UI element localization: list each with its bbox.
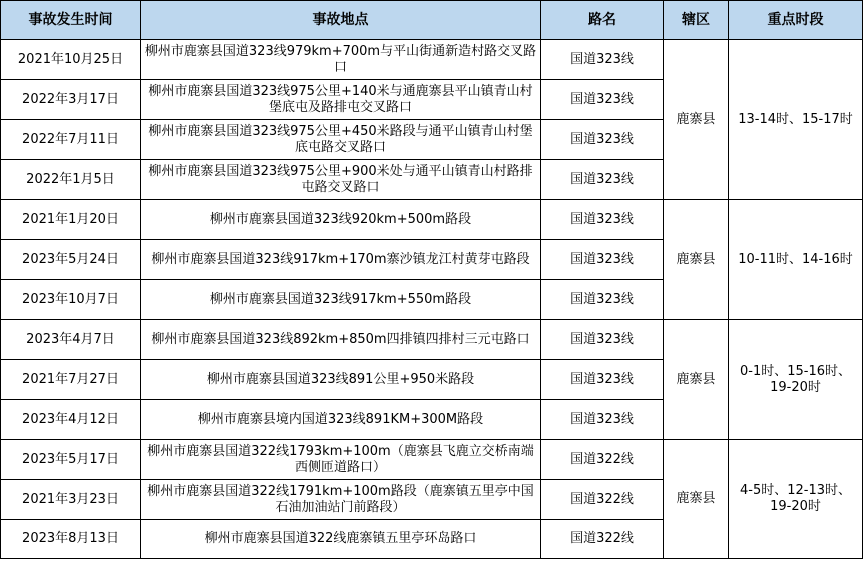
location-cell: 柳州市鹿寨县国道322线1793km+100m（鹿寨县飞鹿立交桥南端西侧匝道路口） xyxy=(141,440,541,480)
table-row xyxy=(1,320,863,360)
road-cell: 国道323线 xyxy=(541,240,664,280)
location-cell: 柳州市鹿寨县国道323线892km+850m四排镇四排村三元屯路口 xyxy=(141,320,541,360)
date-cell: 2023年4月7日 xyxy=(1,320,141,360)
road-cell: 国道323线 xyxy=(541,400,664,440)
location-cell: 柳州市鹿寨县境内国道323线891KM+300M路段 xyxy=(141,400,541,440)
district-cell: 鹿寨县 xyxy=(664,40,729,200)
location-cell: 柳州市鹿寨县国道323线920km+500m路段 xyxy=(141,200,541,240)
peak-cell: 13-14时、15-17时 xyxy=(729,40,863,200)
table-row xyxy=(1,200,863,240)
date-cell: 2022年1月5日 xyxy=(1,160,141,200)
location-cell: 柳州市鹿寨县国道323线975公里+450米路段与通平山镇青山村堡底屯路交叉路口 xyxy=(141,120,541,160)
date-cell: 2023年5月24日 xyxy=(1,240,141,280)
location-cell: 柳州市鹿寨县国道323线975公里+140米与通鹿寨县平山镇青山村堡底屯及路排屯交叉路口 xyxy=(141,80,541,120)
date-cell: 2023年8月13日 xyxy=(1,520,141,559)
location-cell: 柳州市鹿寨县国道322线1791km+100m路段（鹿寨镇五里亭中国石油加油站门前路段） xyxy=(141,480,541,520)
date-cell: 2021年3月23日 xyxy=(1,480,141,520)
date-cell: 2023年5月17日 xyxy=(1,440,141,480)
peak-cell: 4-5时、12-13时、19-20时 xyxy=(729,440,863,559)
header-district: 辖区 xyxy=(664,1,729,40)
road-cell: 国道322线 xyxy=(541,480,664,520)
location-cell: 柳州市鹿寨县国道322线鹿寨镇五里亭环岛路口 xyxy=(141,520,541,559)
date-cell: 2022年7月11日 xyxy=(1,120,141,160)
location-cell: 柳州市鹿寨县国道323线917km+170m寨沙镇龙江村黄芽屯路段 xyxy=(141,240,541,280)
date-cell: 2022年3月17日 xyxy=(1,80,141,120)
road-cell: 国道323线 xyxy=(541,200,664,240)
road-cell: 国道323线 xyxy=(541,280,664,320)
road-cell: 国道322线 xyxy=(541,440,664,480)
location-cell: 柳州市鹿寨县国道323线891公里+950米路段 xyxy=(141,360,541,400)
date-cell: 2023年4月12日 xyxy=(1,400,141,440)
road-cell: 国道323线 xyxy=(541,320,664,360)
header-road: 路名 xyxy=(541,1,664,40)
road-cell: 国道323线 xyxy=(541,80,664,120)
date-cell: 2021年1月20日 xyxy=(1,200,141,240)
road-cell: 国道322线 xyxy=(541,520,664,559)
header-location: 事故地点 xyxy=(141,1,541,40)
date-cell: 2023年10月7日 xyxy=(1,280,141,320)
location-cell: 柳州市鹿寨县国道323线979km+700m与平山街通新造村路交叉路口 xyxy=(141,40,541,80)
table-row xyxy=(1,40,863,80)
road-cell: 国道323线 xyxy=(541,160,664,200)
road-cell: 国道323线 xyxy=(541,120,664,160)
road-cell: 国道323线 xyxy=(541,360,664,400)
peak-cell: 10-11时、14-16时 xyxy=(729,200,863,320)
district-cell: 鹿寨县 xyxy=(664,320,729,440)
header-peak: 重点时段 xyxy=(729,1,863,40)
location-cell: 柳州市鹿寨县国道323线975公里+900米处与通平山镇青山村路排屯路交叉路口 xyxy=(141,160,541,200)
date-cell: 2021年10月25日 xyxy=(1,40,141,80)
table-row xyxy=(1,440,863,480)
location-cell: 柳州市鹿寨县国道323线917km+550m路段 xyxy=(141,280,541,320)
header-date: 事故发生时间 xyxy=(1,1,141,40)
peak-cell: 0-1时、15-16时、19-20时 xyxy=(729,320,863,440)
district-cell: 鹿寨县 xyxy=(664,200,729,320)
date-cell: 2021年7月27日 xyxy=(1,360,141,400)
header-row xyxy=(1,1,863,40)
district-cell: 鹿寨县 xyxy=(664,440,729,559)
road-cell: 国道323线 xyxy=(541,40,664,80)
